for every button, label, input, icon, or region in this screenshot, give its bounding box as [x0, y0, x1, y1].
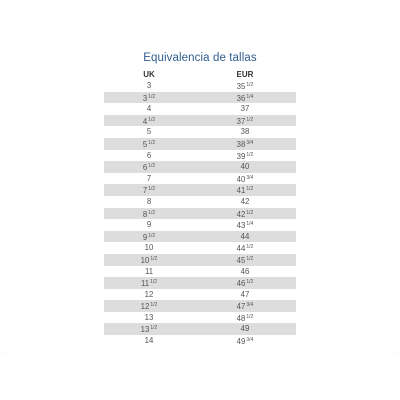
- cell-eur: [194, 208, 296, 220]
- cell-uk: [104, 289, 194, 301]
- uk-size-fraction: 1/2: [148, 186, 156, 193]
- cell-uk: [104, 242, 194, 254]
- cell-uk: [104, 300, 194, 312]
- uk-size: 8: [146, 196, 152, 206]
- eur-size: 39: [236, 151, 246, 161]
- uk-size: 11: [140, 279, 150, 289]
- eur-size-fraction: 3/4: [246, 174, 254, 181]
- cell-eur: [194, 335, 296, 347]
- eur-size: 46: [240, 266, 250, 276]
- cell-eur: [194, 312, 296, 324]
- table-row: [104, 80, 296, 92]
- cell-eur: [194, 323, 296, 335]
- uk-size: 5: [146, 127, 152, 137]
- eur-size: 48: [236, 313, 246, 323]
- cell-eur: [194, 103, 296, 115]
- table-row: [104, 300, 296, 312]
- uk-size: 13: [140, 325, 150, 335]
- cell-uk: [104, 173, 194, 185]
- table-row: [104, 254, 296, 266]
- eur-size-fraction: 1/4: [246, 221, 254, 228]
- cell-eur: [194, 219, 296, 231]
- size-table: [104, 69, 296, 347]
- uk-size: 3: [146, 81, 152, 90]
- cell-uk: [104, 266, 194, 278]
- eur-size: 47: [240, 289, 250, 299]
- table-row: [104, 92, 296, 104]
- uk-size-fraction: 1/2: [150, 302, 158, 309]
- cell-uk: [104, 184, 194, 196]
- cell-eur: [194, 231, 296, 243]
- table-row: [104, 242, 296, 254]
- cell-uk: [104, 103, 194, 115]
- uk-size: 7: [146, 173, 152, 183]
- cell-eur: [194, 126, 296, 138]
- uk-size: 7: [142, 186, 148, 196]
- cell-eur: [194, 161, 296, 173]
- cell-uk: [104, 161, 194, 173]
- table-row: [104, 335, 296, 347]
- table-row: [104, 312, 296, 324]
- eur-size-fraction: 1/2: [246, 82, 254, 88]
- eur-size-fraction: 1/2: [246, 116, 254, 123]
- cell-uk: [104, 323, 194, 335]
- cell-eur: [194, 242, 296, 254]
- table-row: [104, 173, 296, 185]
- table-row: [104, 115, 296, 127]
- eur-size-fraction: 3/4: [246, 337, 254, 344]
- uk-size-fraction: 1/2: [148, 232, 156, 239]
- cell-uk: [104, 115, 194, 127]
- table-row: [104, 289, 296, 301]
- cell-uk: [104, 80, 194, 92]
- uk-size: 10: [144, 243, 154, 253]
- table-row: [104, 196, 296, 208]
- page-title: Equivalencia de tallas: [143, 52, 257, 64]
- table-row: [104, 138, 296, 150]
- header-uk: UK: [143, 70, 155, 79]
- uk-size: 10: [140, 255, 150, 265]
- eur-size-fraction: 1/2: [246, 244, 254, 251]
- cell-uk: [104, 196, 194, 208]
- eur-size-fraction: 3/4: [246, 139, 254, 146]
- cell-uk: [104, 92, 194, 104]
- eur-size-fraction: 1/4: [246, 93, 254, 100]
- eur-size-fraction: 1/2: [246, 279, 254, 286]
- edge-dot-right: ·: [396, 350, 398, 356]
- uk-size-fraction: 1/2: [150, 325, 158, 332]
- cell-eur: [194, 289, 296, 301]
- eur-size: 45: [236, 255, 246, 265]
- uk-size: 13: [144, 312, 154, 322]
- uk-size: 9: [142, 232, 148, 242]
- eur-size: 44: [240, 231, 250, 241]
- table-row: [104, 219, 296, 231]
- uk-size: 4: [142, 116, 148, 126]
- table-header: [104, 69, 296, 80]
- eur-size: 37: [240, 104, 250, 114]
- table-row: [104, 266, 296, 278]
- header-eur: EUR: [236, 70, 254, 79]
- eur-size: 46: [236, 279, 246, 289]
- cell-uk: [104, 138, 194, 150]
- cell-eur: [194, 196, 296, 208]
- eur-size: 36: [236, 93, 246, 103]
- eur-size-fraction: 1/2: [246, 186, 254, 193]
- eur-size-fraction: 1/2: [246, 209, 254, 216]
- cell-eur: [194, 80, 296, 92]
- eur-size-fraction: 1/2: [246, 255, 254, 262]
- table-row: [104, 231, 296, 243]
- cell-eur: [194, 184, 296, 196]
- table-row: [104, 323, 296, 335]
- eur-size: 49: [236, 337, 246, 347]
- table-row: [104, 277, 296, 289]
- cell-uk: [104, 208, 194, 220]
- uk-size-fraction: 1/2: [148, 116, 156, 123]
- eur-size: 41: [236, 186, 246, 196]
- eur-size-fraction: 1/2: [246, 151, 254, 158]
- uk-size: 9: [146, 220, 152, 230]
- eur-size: 49: [240, 324, 250, 334]
- cell-eur: [194, 138, 296, 150]
- uk-size: 6: [142, 163, 148, 173]
- eur-size: 37: [236, 116, 246, 126]
- cell-uk: [104, 219, 194, 231]
- uk-size-fraction: 1/2: [148, 93, 156, 100]
- uk-size: 5: [142, 139, 148, 149]
- uk-size-fraction: 1/2: [148, 209, 156, 216]
- cell-eur: [194, 254, 296, 266]
- uk-size-fraction: 1/2: [150, 255, 158, 262]
- cell-uk: [104, 231, 194, 243]
- eur-size: 40: [240, 162, 250, 172]
- uk-size: 8: [142, 209, 148, 219]
- cell-eur: [194, 277, 296, 289]
- cell-uk: [104, 335, 194, 347]
- uk-size: 4: [146, 104, 152, 114]
- cell-uk: [104, 126, 194, 138]
- uk-size: 6: [146, 150, 152, 160]
- eur-size: 38: [240, 127, 250, 137]
- uk-size: 11: [144, 266, 154, 276]
- eur-size: 38: [236, 139, 246, 149]
- uk-size-fraction: 1/2: [148, 163, 156, 170]
- eur-size: 44: [236, 244, 246, 254]
- cell-eur: [194, 300, 296, 312]
- uk-size: 12: [140, 302, 150, 312]
- cell-uk: [104, 312, 194, 324]
- uk-size: 12: [144, 289, 154, 299]
- table-row: [104, 161, 296, 173]
- edge-dot-left: ·: [2, 350, 4, 356]
- table-body: [104, 80, 296, 347]
- uk-size-fraction: 1/2: [150, 279, 158, 286]
- table-row: [104, 150, 296, 162]
- cell-eur: [194, 266, 296, 278]
- table-row: [104, 103, 296, 115]
- cell-eur: [194, 115, 296, 127]
- table-row: [104, 184, 296, 196]
- cell-uk: [104, 150, 194, 162]
- cell-eur: [194, 150, 296, 162]
- table-row: [104, 126, 296, 138]
- cell-uk: [104, 254, 194, 266]
- eur-size: 40: [236, 174, 246, 184]
- cell-eur: [194, 92, 296, 104]
- uk-size-fraction: 1/2: [148, 139, 156, 146]
- eur-size: 47: [236, 302, 246, 312]
- eur-size-fraction: 1/2: [246, 313, 254, 320]
- eur-size: 42: [236, 209, 246, 219]
- eur-size: 35: [236, 82, 246, 91]
- eur-size-fraction: 3/4: [246, 302, 254, 309]
- cell-uk: [104, 277, 194, 289]
- eur-size: 43: [236, 221, 246, 231]
- eur-size: 42: [240, 196, 250, 206]
- uk-size: 3: [142, 93, 148, 103]
- table-row: [104, 208, 296, 220]
- cell-eur: [194, 173, 296, 185]
- uk-size: 14: [144, 336, 154, 346]
